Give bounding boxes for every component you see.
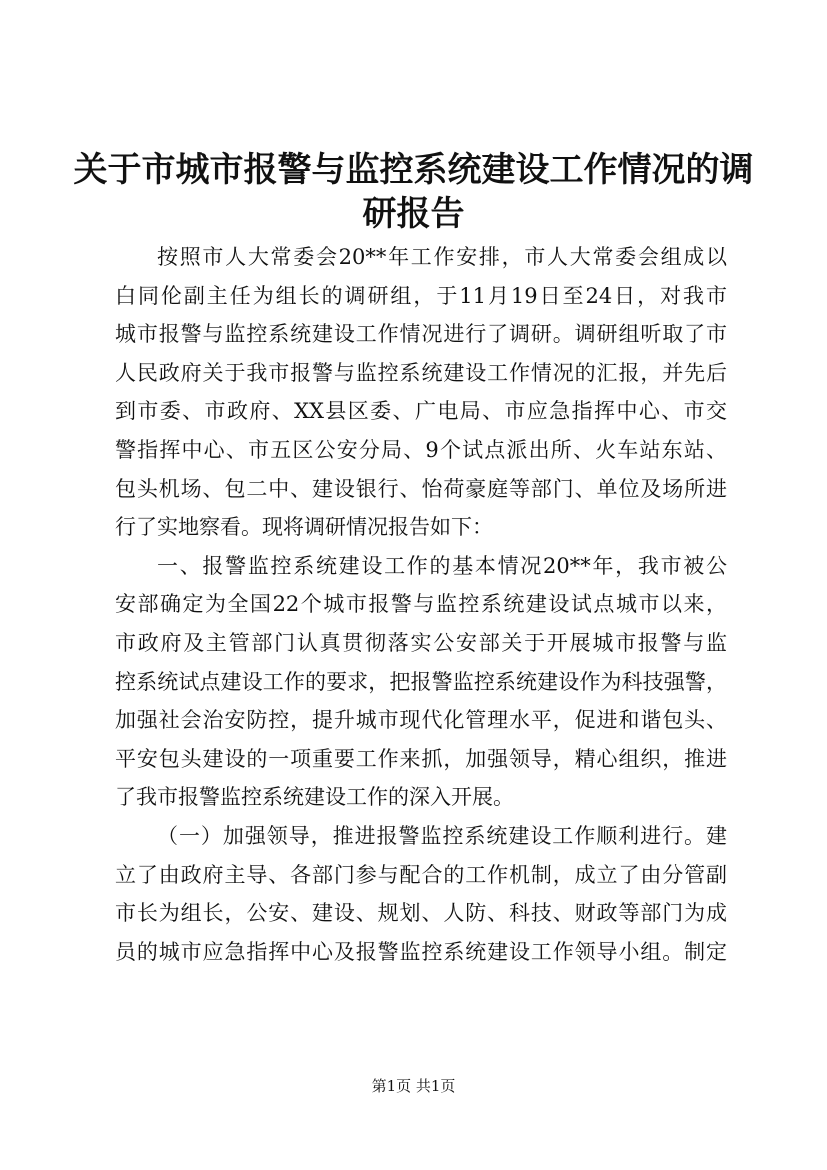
paragraph-line: 市长为组长，公安、建设、规划、人防、科技、财政等部门为成	[115, 901, 727, 926]
paragraph-line: 平安包头建设的一项重要工作来抓，加强领导，精心组织，推进	[115, 746, 727, 771]
paragraph-line: 市政府及主管部门认真贯彻落实公安部关于开展城市报警与监	[115, 630, 727, 655]
paragraph-line: 到市委、市政府、XX县区委、广电局、市应急指挥中心、市交	[115, 399, 727, 424]
title-line-2: 研报告	[362, 194, 465, 234]
paragraph-line: 立了由政府主导、各部门参与配合的工作机制，成立了由分管副	[115, 862, 727, 887]
paragraph-line: 城市报警与监控系统建设工作情况进行了调研。调研组听取了市	[115, 322, 727, 347]
paragraph-line: （一）加强领导，推进报警监控系统建设工作顺利进行。建	[157, 823, 727, 848]
document-title	[60, 148, 767, 236]
paragraph-line: 行了实地察看。现将调研情况报告如下：	[115, 515, 493, 540]
paragraph-line: 控系统试点建设工作的要求，把报警监控系统建设作为科技强警，	[115, 669, 727, 694]
title-line-1: 关于市城市报警与监控系统建设工作情况的调	[73, 150, 754, 190]
paragraph-line: 了我市报警监控系统建设工作的深入开展。	[115, 785, 514, 810]
document-body	[115, 238, 727, 971]
paragraph-line: 包头机场、包二中、建设银行、怡荷豪庭等部门、单位及场所进	[115, 476, 727, 501]
page-footer: 第1页 共1页	[371, 1077, 456, 1095]
paragraph-line: 一、报警监控系统建设工作的基本情况20**年，我市被公	[157, 553, 727, 578]
paragraph-line: 警指挥中心、市五区公安分局、9个试点派出所、火车站东站、	[115, 437, 727, 462]
paragraph-line: 安部确定为全国22个城市报警与监控系统建设试点城市以来，	[115, 592, 727, 617]
paragraph-line: 白同伦副主任为组长的调研组，于11月19日至24日，对我市	[115, 283, 727, 308]
paragraph-line: 人民政府关于我市报警与监控系统建设工作情况的汇报，并先后	[115, 360, 727, 385]
paragraph-line: 按照市人大常委会20**年工作安排，市人大常委会组成以	[157, 245, 727, 269]
paragraph-line: 员的城市应急指挥中心及报警监控系统建设工作领导小组。制定	[115, 939, 727, 964]
paragraph-line: 加强社会治安防控，提升城市现代化管理水平，促进和谐包头、	[115, 708, 727, 733]
